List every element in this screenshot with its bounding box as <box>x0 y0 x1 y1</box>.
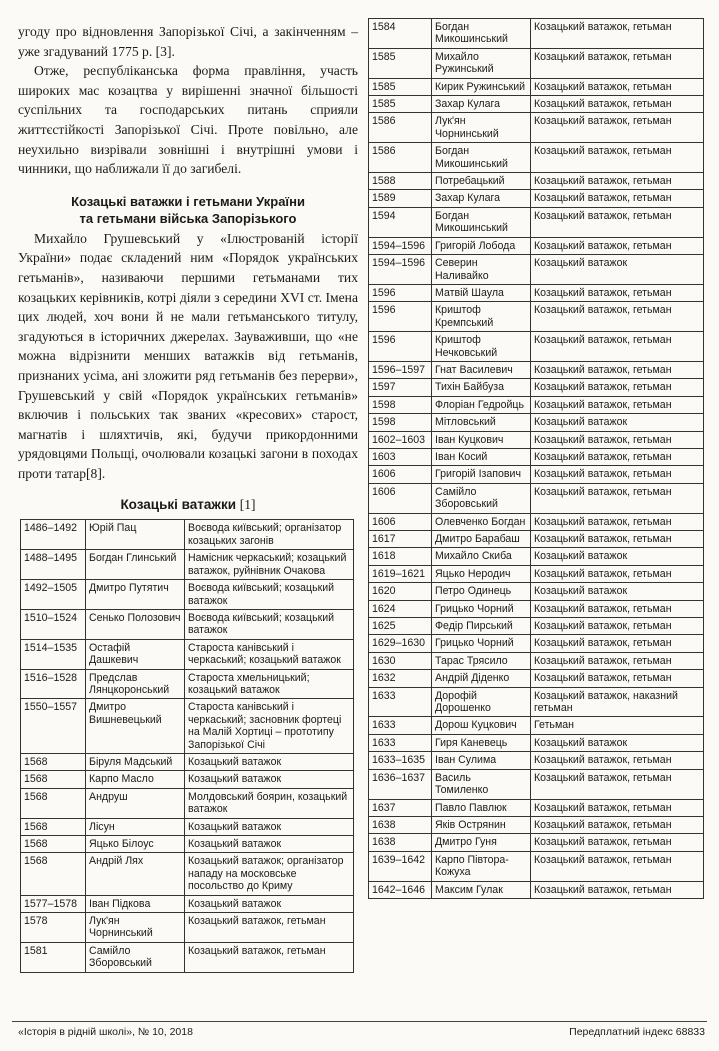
cell-years: 1568 <box>21 788 86 818</box>
table-row <box>369 48 704 78</box>
cell-role: Козацький ватажок, наказний гетьман <box>531 687 704 717</box>
cell-years: 1585 <box>369 48 432 78</box>
cell-name: Богдан Микошинський <box>432 207 531 237</box>
cell-years: 1486–1492 <box>21 520 86 550</box>
table-row <box>21 520 354 550</box>
cell-role: Козацький ватажок, гетьман <box>531 816 704 833</box>
cell-years: 1630 <box>369 652 432 669</box>
cell-role: Козацький ватажок, гетьман <box>531 143 704 173</box>
table-row <box>369 237 704 254</box>
table-row <box>369 190 704 207</box>
cell-name: Матвій Шаула <box>432 284 531 301</box>
cell-years: 1596 <box>369 284 432 301</box>
cell-years: 1514–1535 <box>21 639 86 669</box>
table-row <box>21 895 354 912</box>
table-row <box>369 670 704 687</box>
table-row <box>21 771 354 788</box>
cell-years: 1633 <box>369 734 432 751</box>
cell-role: Козацький ватажок, гетьман <box>531 834 704 851</box>
table-row <box>369 652 704 669</box>
cell-role: Козацький ватажок, гетьман <box>531 565 704 582</box>
cell-years: 1594 <box>369 207 432 237</box>
cell-role: Козацький ватажок, гетьман <box>531 190 704 207</box>
cell-role: Козацький ватажок <box>185 895 354 912</box>
cell-name: Іван Підкова <box>86 895 185 912</box>
cell-years: 1568 <box>21 853 86 895</box>
cell-name: Андрій Лях <box>86 853 185 895</box>
cell-role: Гетьман <box>531 717 704 734</box>
cell-name: Криштоф Нечковський <box>432 332 531 362</box>
cell-role: Козацький ватажок, гетьман <box>531 769 704 799</box>
cell-role: Козацький ватажок <box>531 255 704 285</box>
cell-years: 1589 <box>369 190 432 207</box>
leaders-table-right-body <box>369 19 704 899</box>
cell-role: Козацький ватажок, гетьман <box>531 361 704 378</box>
cell-role: Козацький ватажок, гетьман <box>531 431 704 448</box>
cell-name: Максим Гулак <box>432 881 531 898</box>
cell-name: Тихін Байбуза <box>432 379 531 396</box>
table-row <box>369 379 704 396</box>
cell-years: 1596 <box>369 302 432 332</box>
cell-role: Козацький ватажок, гетьман <box>531 302 704 332</box>
cell-years: 1596–1597 <box>369 361 432 378</box>
table-row <box>369 565 704 582</box>
cell-years: 1606 <box>369 466 432 483</box>
cell-name: Іван Косий <box>432 448 531 465</box>
table-row <box>369 851 704 881</box>
cell-role: Козацький ватажок <box>185 753 354 770</box>
cell-name: Северин Наливайко <box>432 255 531 285</box>
cell-role: Козацький ватажок, гетьман <box>531 96 704 113</box>
footer-journal: «Історія в рідній школі», № 10, 2018 <box>18 1026 193 1038</box>
footer-divider <box>12 1021 707 1022</box>
cell-name: Юрій Пац <box>86 520 185 550</box>
cell-role: Козацький ватажок <box>185 771 354 788</box>
cell-name: Сенько Полозович <box>86 609 185 639</box>
table-row <box>369 816 704 833</box>
cell-years: 1618 <box>369 548 432 565</box>
cell-years: 1639–1642 <box>369 851 432 881</box>
cell-name: Андруш <box>86 788 185 818</box>
cell-years: 1594–1596 <box>369 237 432 254</box>
cell-name: Криштоф Кремпський <box>432 302 531 332</box>
cell-years: 1642–1646 <box>369 881 432 898</box>
cell-role: Козацький ватажок <box>531 583 704 600</box>
cell-name: Потребацький <box>432 173 531 190</box>
table-row <box>369 483 704 513</box>
cell-role: Козацький ватажок, гетьман <box>531 48 704 78</box>
table-row <box>369 618 704 635</box>
cell-role: Козацький ватажок, гетьман <box>185 913 354 943</box>
table-row <box>21 853 354 895</box>
cell-name: Василь Томиленко <box>432 769 531 799</box>
cell-role: Козацький ватажок, гетьман <box>531 600 704 617</box>
table-row <box>369 332 704 362</box>
table-row <box>21 836 354 853</box>
cell-role: Козацький ватажок <box>531 414 704 431</box>
table-row <box>369 799 704 816</box>
cell-name: Грицько Чорний <box>432 635 531 652</box>
cell-name: Самійло Зборовський <box>86 942 185 972</box>
cell-role: Козацький ватажок <box>531 734 704 751</box>
cell-years: 1620 <box>369 583 432 600</box>
cell-years: 1633 <box>369 717 432 734</box>
table-row <box>369 466 704 483</box>
cell-years: 1510–1524 <box>21 609 86 639</box>
table-row <box>369 635 704 652</box>
cell-name: Дмитро Вишневецький <box>86 699 185 754</box>
cell-role: Воєвода київський; козацький ватажок <box>185 580 354 610</box>
cell-role: Козацький ватажок <box>185 818 354 835</box>
cell-years: 1568 <box>21 753 86 770</box>
table-row <box>369 96 704 113</box>
cell-years: 1603 <box>369 448 432 465</box>
table-row <box>21 699 354 754</box>
cell-years: 1585 <box>369 96 432 113</box>
cell-name: Остафій Дашкевич <box>86 639 185 669</box>
cell-role: Козацький ватажок, гетьман <box>531 799 704 816</box>
cell-years: 1550–1557 <box>21 699 86 754</box>
cell-role: Козацький ватажок, гетьман <box>531 618 704 635</box>
cell-role: Воєвода київський; козацький ватажок <box>185 609 354 639</box>
intro-paragraph-2: Отже, республіканська форма правління, участь широких мас козацтва у вирішенні значної більшості суспільних та господарських питань сприяли життєстійкості Запорізької Січі. Проте повільно, але неухильно визрівали зовнішні і внутрішні умови і чинники, що наближали її до загибелі. <box>18 63 358 177</box>
table-row <box>21 609 354 639</box>
table-row <box>369 19 704 49</box>
cell-years: 1602–1603 <box>369 431 432 448</box>
cell-name: Лук'ян Чорнинський <box>432 113 531 143</box>
cell-years: 1606 <box>369 483 432 513</box>
cell-role: Молдовський боярин, козацький ватажок <box>185 788 354 818</box>
cell-name: Федір Пирський <box>432 618 531 635</box>
cell-years: 1586 <box>369 113 432 143</box>
right-column <box>368 18 704 899</box>
cell-name: Предслав Лянцкоронський <box>86 669 185 699</box>
cell-years: 1594–1596 <box>369 255 432 285</box>
cell-years: 1568 <box>21 818 86 835</box>
cell-years: 1588 <box>369 173 432 190</box>
table-row <box>369 881 704 898</box>
table-row <box>21 788 354 818</box>
cell-role: Козацький ватажок, гетьман <box>531 113 704 143</box>
table-row <box>369 834 704 851</box>
cell-name: Михайло Скиба <box>432 548 531 565</box>
table-row <box>21 550 354 580</box>
cell-name: Лісун <box>86 818 185 835</box>
cell-years: 1578 <box>21 913 86 943</box>
cell-name: Павло Павлюк <box>432 799 531 816</box>
cell-years: 1596 <box>369 332 432 362</box>
leaders-table-left <box>20 519 354 972</box>
table-row <box>21 669 354 699</box>
cell-name: Іван Сулима <box>432 752 531 769</box>
cell-years: 1584 <box>369 19 432 49</box>
cell-name: Іван Куцкович <box>432 431 531 448</box>
cell-name: Григорій Лобода <box>432 237 531 254</box>
cell-name: Захар Кулага <box>432 190 531 207</box>
cell-years: 1624 <box>369 600 432 617</box>
table-row <box>369 255 704 285</box>
table-row <box>369 717 704 734</box>
cell-name: Мітловський <box>432 414 531 431</box>
table-row <box>369 396 704 413</box>
cell-name: Гиря Каневець <box>432 734 531 751</box>
cell-role: Староста хмельницький; козацький ватажок <box>185 669 354 699</box>
cell-name: Дмитро Гуня <box>432 834 531 851</box>
cell-role: Козацький ватажок, гетьман <box>531 207 704 237</box>
table-row <box>369 302 704 332</box>
cell-years: 1577–1578 <box>21 895 86 912</box>
cell-years: 1637 <box>369 799 432 816</box>
table-reference: [1] <box>239 497 256 513</box>
cell-name: Грицько Чорний <box>432 600 531 617</box>
cell-years: 1632 <box>369 670 432 687</box>
section-paragraph: Михайло Грушевський у «Ілюстрованій історії України» подає складений ним «Порядок українських гетьманів», називаючи першими гетьманами тих козацьких керівників, котрі діяли з середини XVI ст. Імена цих людей, хоч вони й не мали гетьманського титулу, згадуються в історичних джерелах. Зауваживши, що «не можна відрізнити менших ватажків від гетьманів, признаних усіма, ані зложити ряд гетьманів без перерви», Грушевський у свій «Порядок українських гетьманів» включив і польських так званих «кресових» старост, магнатів і шляхтичів, які, будучи прикордонними урядовцями Польщі, очолювали козацькі загони в походах проти татар[8]. <box>18 230 358 481</box>
cell-years: 1606 <box>369 513 432 530</box>
cell-name: Богдан Микошинський <box>432 19 531 49</box>
cell-years: 1581 <box>21 942 86 972</box>
cell-name: Яцько Білоус <box>86 836 185 853</box>
cell-role: Козацький ватажок, гетьман <box>185 942 354 972</box>
cell-years: 1568 <box>21 836 86 853</box>
table-row <box>369 687 704 717</box>
cell-name: Карпо Півтора-Кожуха <box>432 851 531 881</box>
table-row <box>369 284 704 301</box>
cell-name: Яків Острянин <box>432 816 531 833</box>
table-row <box>21 639 354 669</box>
cell-role: Козацький ватажок, гетьман <box>531 332 704 362</box>
table-row <box>21 580 354 610</box>
cell-name: Гнат Василевич <box>432 361 531 378</box>
cell-role: Козацький ватажок, гетьман <box>531 531 704 548</box>
cell-name: Дмитро Путятич <box>86 580 185 610</box>
cell-role: Козацький ватажок, гетьман <box>531 752 704 769</box>
cell-name: Дмитро Барабаш <box>432 531 531 548</box>
cell-role: Козацький ватажок, гетьман <box>531 670 704 687</box>
cell-role: Козацький ватажок <box>531 548 704 565</box>
table-row <box>369 431 704 448</box>
table-row <box>369 173 704 190</box>
cell-role: Козацький ватажок, гетьман <box>531 635 704 652</box>
cell-name: Григорій Ізапович <box>432 466 531 483</box>
cell-name: Самійло Зборовський <box>432 483 531 513</box>
section-heading <box>18 193 358 227</box>
cell-years: 1492–1505 <box>21 580 86 610</box>
cell-years: 1638 <box>369 816 432 833</box>
table-row <box>369 513 704 530</box>
table-row <box>21 753 354 770</box>
table-row <box>369 548 704 565</box>
cell-name: Кирик Ружинський <box>432 78 531 95</box>
section-heading-line-1: Козацькі ватажки і гетьмани України <box>71 193 305 209</box>
cell-years: 1598 <box>369 396 432 413</box>
cell-years: 1638 <box>369 834 432 851</box>
cell-role: Козацький ватажок, гетьман <box>531 851 704 881</box>
leaders-table-left-body <box>21 520 354 972</box>
cell-name: Тарас Трясило <box>432 652 531 669</box>
cell-name: Біруля Мадський <box>86 753 185 770</box>
cell-name: Михайло Ружинський <box>432 48 531 78</box>
cell-role: Козацький ватажок, гетьман <box>531 396 704 413</box>
cell-name: Дорош Куцкович <box>432 717 531 734</box>
cell-years: 1488–1495 <box>21 550 86 580</box>
cell-name: Захар Кулага <box>432 96 531 113</box>
section-heading-line-2: та гетьмани війська Запорізького <box>79 210 297 226</box>
cell-name: Флоріан Гедройць <box>432 396 531 413</box>
cell-years: 1619–1621 <box>369 565 432 582</box>
cell-role: Козацький ватажок, гетьман <box>531 237 704 254</box>
left-column <box>18 22 358 973</box>
table-row <box>369 113 704 143</box>
cell-name: Карпо Масло <box>86 771 185 788</box>
cell-role: Староста канівський і черкаський; засновник фортеці на Малій Хортиці – прототипу Запорізької Січі <box>185 699 354 754</box>
cell-years: 1636–1637 <box>369 769 432 799</box>
cell-name: Олевченко Богдан <box>432 513 531 530</box>
cell-years: 1598 <box>369 414 432 431</box>
cell-role: Староста канівський і черкаський; козацький ватажок <box>185 639 354 669</box>
table-row <box>369 361 704 378</box>
table-row <box>21 942 354 972</box>
table-row <box>369 207 704 237</box>
cell-name: Богдан Микошинський <box>432 143 531 173</box>
table-row <box>369 752 704 769</box>
leaders-table-right <box>368 18 704 899</box>
cell-role: Козацький ватажок, гетьман <box>531 881 704 898</box>
cell-role: Козацький ватажок, гетьман <box>531 78 704 95</box>
cell-role: Козацький ватажок, гетьман <box>531 19 704 49</box>
table-row <box>369 583 704 600</box>
table-row <box>369 600 704 617</box>
cell-role: Козацький ватажок, гетьман <box>531 513 704 530</box>
cell-years: 1516–1528 <box>21 669 86 699</box>
cell-role: Козацький ватажок, гетьман <box>531 652 704 669</box>
cell-role: Воєвода київський; організатор козацьких загонів <box>185 520 354 550</box>
cell-role: Козацький ватажок, гетьман <box>531 284 704 301</box>
cell-name: Лук'ян Чорнинський <box>86 913 185 943</box>
cell-name: Андрій Діденко <box>432 670 531 687</box>
table-title: Козацькі ватажки <box>120 497 237 513</box>
cell-role: Козацький ватажок, гетьман <box>531 173 704 190</box>
cell-years: 1625 <box>369 618 432 635</box>
cell-years: 1617 <box>369 531 432 548</box>
table-caption <box>18 497 358 513</box>
cell-role: Козацький ватажок; організатор нападу на московське посольство до Криму <box>185 853 354 895</box>
cell-role: Козацький ватажок <box>185 836 354 853</box>
table-row <box>369 78 704 95</box>
table-row <box>369 769 704 799</box>
cell-name: Петро Одинець <box>432 583 531 600</box>
cell-years: 1633–1635 <box>369 752 432 769</box>
cell-role: Козацький ватажок, гетьман <box>531 483 704 513</box>
table-row <box>21 913 354 943</box>
cell-role: Намісник черкаський; козацький ватажок, руйнівник Очакова <box>185 550 354 580</box>
table-row <box>21 818 354 835</box>
cell-years: 1633 <box>369 687 432 717</box>
cell-years: 1586 <box>369 143 432 173</box>
cell-name: Яцько Неродич <box>432 565 531 582</box>
cell-years: 1597 <box>369 379 432 396</box>
table-row <box>369 734 704 751</box>
table-row <box>369 448 704 465</box>
table-row <box>369 414 704 431</box>
cell-name: Дорофій Дорошенко <box>432 687 531 717</box>
table-row <box>369 531 704 548</box>
cell-role: Козацький ватажок, гетьман <box>531 466 704 483</box>
cell-years: 1568 <box>21 771 86 788</box>
cell-role: Козацький ватажок, гетьман <box>531 448 704 465</box>
cell-years: 1629–1630 <box>369 635 432 652</box>
footer-subscription-index: Передплатний індекс 68833 <box>569 1026 705 1038</box>
intro-paragraph-1: угоду про відновлення Запорізької Січі, а закінченням – уже згадуваний 1775 р. [3]. <box>18 24 358 59</box>
cell-years: 1585 <box>369 78 432 95</box>
table-row <box>369 143 704 173</box>
cell-name: Богдан Глинський <box>86 550 185 580</box>
cell-role: Козацький ватажок, гетьман <box>531 379 704 396</box>
